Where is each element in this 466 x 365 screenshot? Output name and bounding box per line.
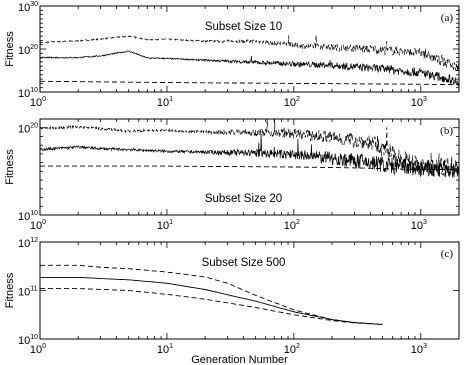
x-axis-label: Generation Number	[191, 354, 288, 365]
y-tick-label: $10^{20}$	[18, 44, 39, 57]
series-line-2-solid	[40, 51, 459, 86]
panel-letter: (b)	[440, 125, 453, 137]
x-tick-label: $10^1$	[156, 96, 174, 109]
y-tick-label: $10^{12}$	[18, 237, 39, 250]
panel-c	[4, 237, 459, 365]
x-tick-label: $10^3$	[410, 96, 427, 109]
x-tick-label: $10^2$	[283, 343, 300, 356]
series-line-1-dashed	[40, 265, 383, 324]
series-line-2-solid	[40, 134, 459, 178]
x-tick-label: $10^0$	[29, 96, 47, 109]
x-tick-label: $10^3$	[410, 343, 427, 356]
x-tick-label: $10^1$	[156, 219, 174, 232]
series-line-1-dashed	[40, 35, 459, 71]
panel-title: Subset Size 10	[204, 21, 283, 33]
x-tick-label: $10^0$	[29, 343, 47, 356]
y-tick-label: $10^{10}$	[18, 87, 39, 100]
panel-letter: (a)	[440, 12, 453, 24]
y-axis-label: Fitness	[4, 272, 16, 309]
y-tick-label: $10^{10}$	[18, 334, 39, 347]
series-line-3-dashed	[40, 81, 459, 84]
panel-letter: (c)	[440, 248, 453, 260]
series-line-2-solid	[40, 277, 383, 324]
panel-b	[4, 119, 459, 232]
panel-title: Subset Size 20	[204, 193, 283, 205]
panel-a	[4, 1, 459, 109]
y-tick-label: $10^{10}$	[18, 210, 39, 223]
x-tick-label: $10^2$	[283, 219, 300, 232]
x-tick-label: $10^1$	[156, 343, 174, 356]
y-axis-label: Fitness	[4, 31, 16, 67]
y-tick-label: $10^{20}$	[18, 122, 39, 136]
x-tick-label: $10^3$	[410, 219, 427, 232]
x-tick-label: $10^2$	[283, 96, 300, 109]
y-tick-label: $10^{11}$	[18, 285, 38, 299]
panel-title: Subset Size 500	[201, 257, 286, 269]
y-axis-label: Fitness	[4, 149, 16, 185]
y-tick-label: $10^{30}$	[18, 1, 39, 14]
x-tick-label: $10^0$	[29, 219, 47, 232]
